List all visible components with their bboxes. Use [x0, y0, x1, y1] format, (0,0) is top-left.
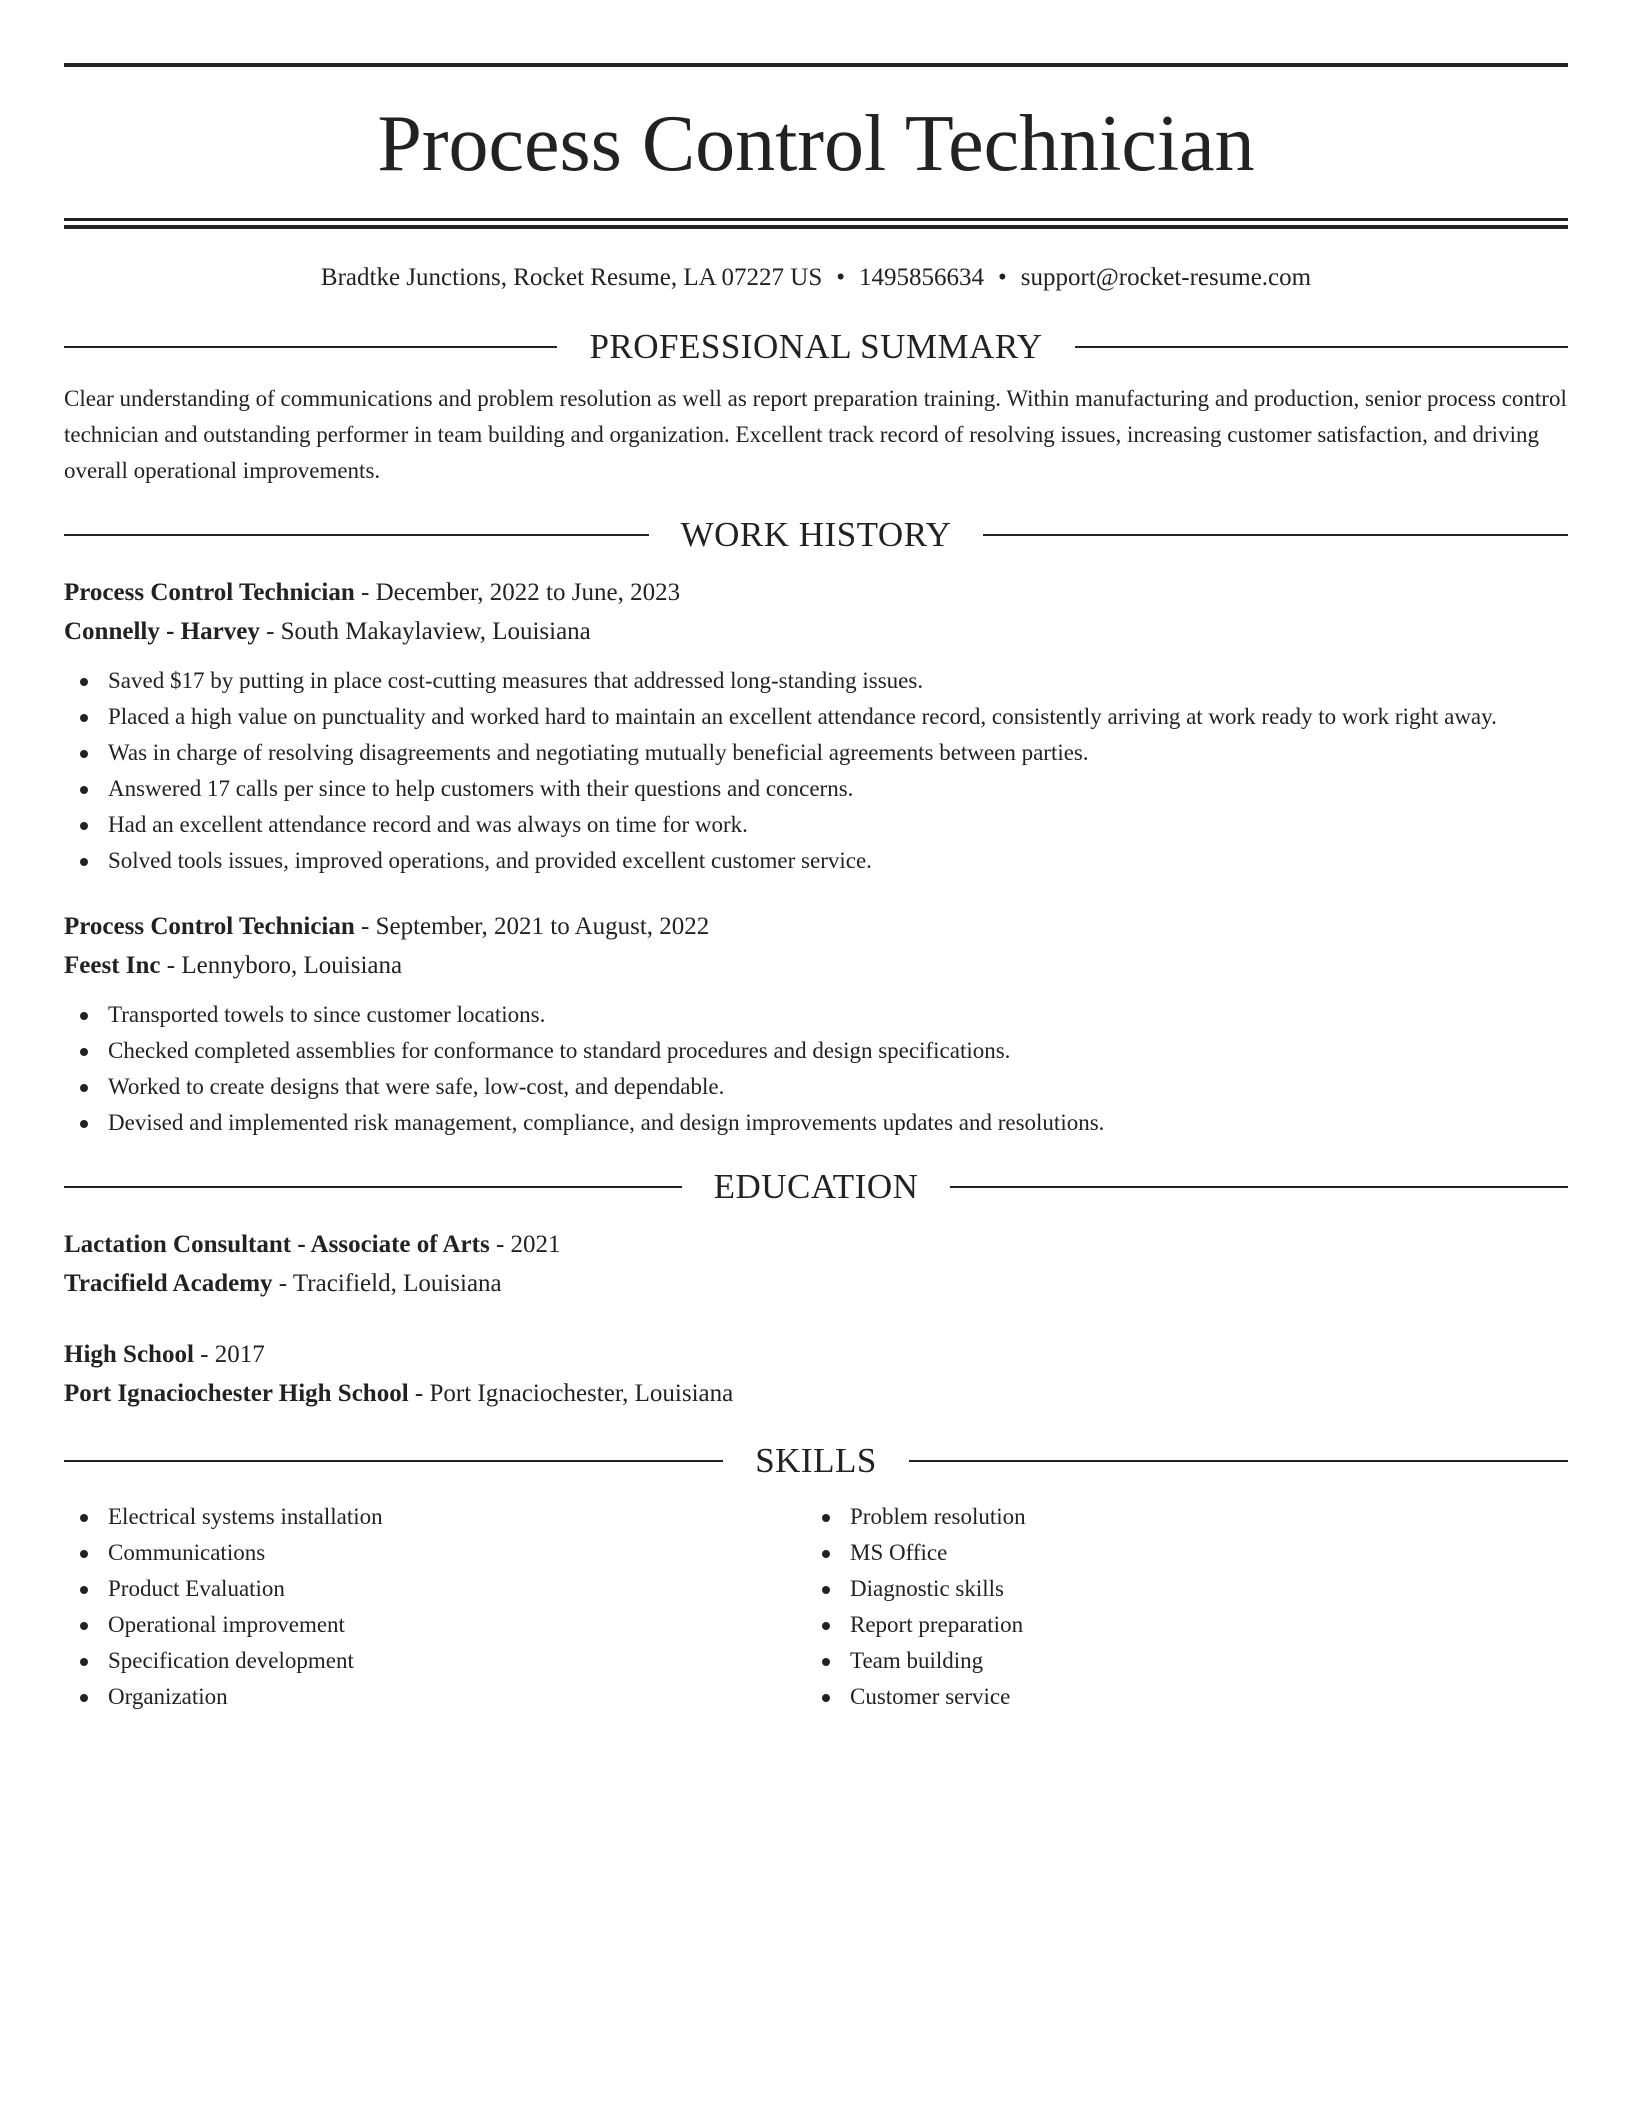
education-location: - Port Ignaciochester, Louisiana — [408, 1380, 734, 1407]
heading-rule-left — [64, 1186, 682, 1188]
education-school-line — [64, 1264, 1568, 1303]
job-title: Process Control Technician — [64, 913, 355, 940]
header-top-rule — [64, 63, 1568, 67]
section-heading-work — [64, 515, 1568, 555]
list-item: Saved $17 by putting in place cost-cutting measures that addressed long-standing issues. — [64, 663, 1568, 699]
contact-phone: 1495856634 — [859, 264, 985, 291]
job-location: - Lennyboro, Louisiana — [160, 952, 403, 979]
section-title: EDUCATION — [713, 1167, 919, 1206]
skill-item: Specification development — [64, 1643, 806, 1679]
job-title-line — [64, 907, 1568, 946]
contact-separator: • — [836, 264, 846, 291]
job-title-line — [64, 573, 1568, 612]
contact-separator: • — [998, 264, 1007, 291]
skill-item: Diagnostic skills — [806, 1571, 1548, 1607]
skill-item: Communications — [64, 1535, 806, 1571]
job-company-line — [64, 612, 1568, 651]
education-degree-line — [64, 1225, 1568, 1264]
heading-rule-right — [1075, 346, 1568, 348]
skill-item: Organization — [64, 1679, 806, 1715]
job-bullets — [64, 663, 1568, 879]
job-bullets — [64, 997, 1568, 1141]
heading-rule-left — [64, 346, 557, 348]
resume-title: Process Control Technician — [377, 100, 1255, 188]
list-item: Transported towels to since customer locations. — [64, 997, 1568, 1033]
job-dates: - September, 2021 to August, 2022 — [354, 913, 710, 940]
job-company: Feest Inc — [64, 952, 161, 979]
education-degree-line — [64, 1335, 1568, 1374]
contact-line — [64, 263, 1568, 293]
contact-email: support@rocket-resume.com — [1020, 264, 1312, 291]
job-company: Connelly - Harvey — [64, 618, 260, 645]
section-title: PROFESSIONAL SUMMARY — [589, 327, 1043, 366]
heading-rule-left — [64, 534, 649, 536]
skill-item: Team building — [806, 1643, 1548, 1679]
list-item: Worked to create designs that were safe, low-cost, and dependable. — [64, 1069, 1568, 1105]
skills-list-left — [64, 1499, 806, 1715]
heading-rule-right — [983, 534, 1568, 536]
section-title: WORK HISTORY — [680, 515, 952, 554]
heading-rule-right — [950, 1186, 1568, 1188]
skill-item: MS Office — [806, 1535, 1548, 1571]
education-year: - 2017 — [193, 1341, 265, 1368]
education-degree: High School — [64, 1341, 194, 1368]
list-item: Checked completed assemblies for conformance to standard procedures and design specifications. — [64, 1033, 1568, 1069]
job-entry — [64, 907, 1568, 1141]
education-school-line — [64, 1374, 1568, 1413]
skills-list-right — [806, 1499, 1548, 1715]
job-dates: - December, 2022 to June, 2023 — [354, 579, 681, 606]
education-year: - 2021 — [489, 1231, 561, 1258]
skill-item: Operational improvement — [64, 1607, 806, 1643]
header-double-rule — [64, 218, 1568, 229]
skills-columns — [64, 1499, 1568, 1715]
job-location: - South Makaylaview, Louisiana — [259, 618, 591, 645]
list-item: Had an excellent attendance record and was always on time for work. — [64, 807, 1568, 843]
education-school: Port Ignaciochester High School — [64, 1380, 409, 1407]
section-title: SKILLS — [755, 1441, 877, 1480]
education-location: - Tracifield, Louisiana — [272, 1270, 502, 1297]
heading-rule-right — [909, 1460, 1568, 1462]
section-heading-skills — [64, 1441, 1568, 1481]
resume-page — [64, 63, 1568, 1715]
list-item: Devised and implemented risk management, compliance, and design improvements updates and resolutions. — [64, 1105, 1568, 1141]
education-degree: Lactation Consultant - Associate of Arts — [64, 1231, 490, 1258]
education-school: Tracifield Academy — [64, 1270, 273, 1297]
list-item: Solved tools issues, improved operations, and provided excellent customer service. — [64, 843, 1568, 879]
list-item: Placed a high value on punctuality and worked hard to maintain an excellent attendance record, consistently arriving at work ready to work right away. — [64, 699, 1568, 735]
section-heading-education — [64, 1167, 1568, 1207]
skill-item: Product Evaluation — [64, 1571, 806, 1607]
education-entry — [64, 1335, 1568, 1413]
heading-rule-left — [64, 1460, 723, 1462]
skill-item: Problem resolution — [806, 1499, 1548, 1535]
skill-item: Electrical systems installation — [64, 1499, 806, 1535]
summary-text: Clear understanding of communications and problem resolution as well as report preparation training. Within manufacturing and production, senior process control technician and outstanding performer in team building and organization. Excellent track record of resolving issues, increasing customer satisfaction, and driving overall operational improvements. — [64, 386, 1567, 483]
section-heading-summary — [64, 327, 1568, 367]
contact-address: Bradtke Junctions, Rocket Resume, LA 07227 US — [320, 264, 823, 291]
education-entry — [64, 1225, 1568, 1303]
list-item: Was in charge of resolving disagreements and negotiating mutually beneficial agreements between parties. — [64, 735, 1568, 771]
job-entry — [64, 573, 1568, 879]
skill-item: Customer service — [806, 1679, 1548, 1715]
skill-item: Report preparation — [806, 1607, 1548, 1643]
list-item: Answered 17 calls per since to help customers with their questions and concerns. — [64, 771, 1568, 807]
job-company-line — [64, 946, 1568, 985]
job-title: Process Control Technician — [64, 579, 355, 606]
